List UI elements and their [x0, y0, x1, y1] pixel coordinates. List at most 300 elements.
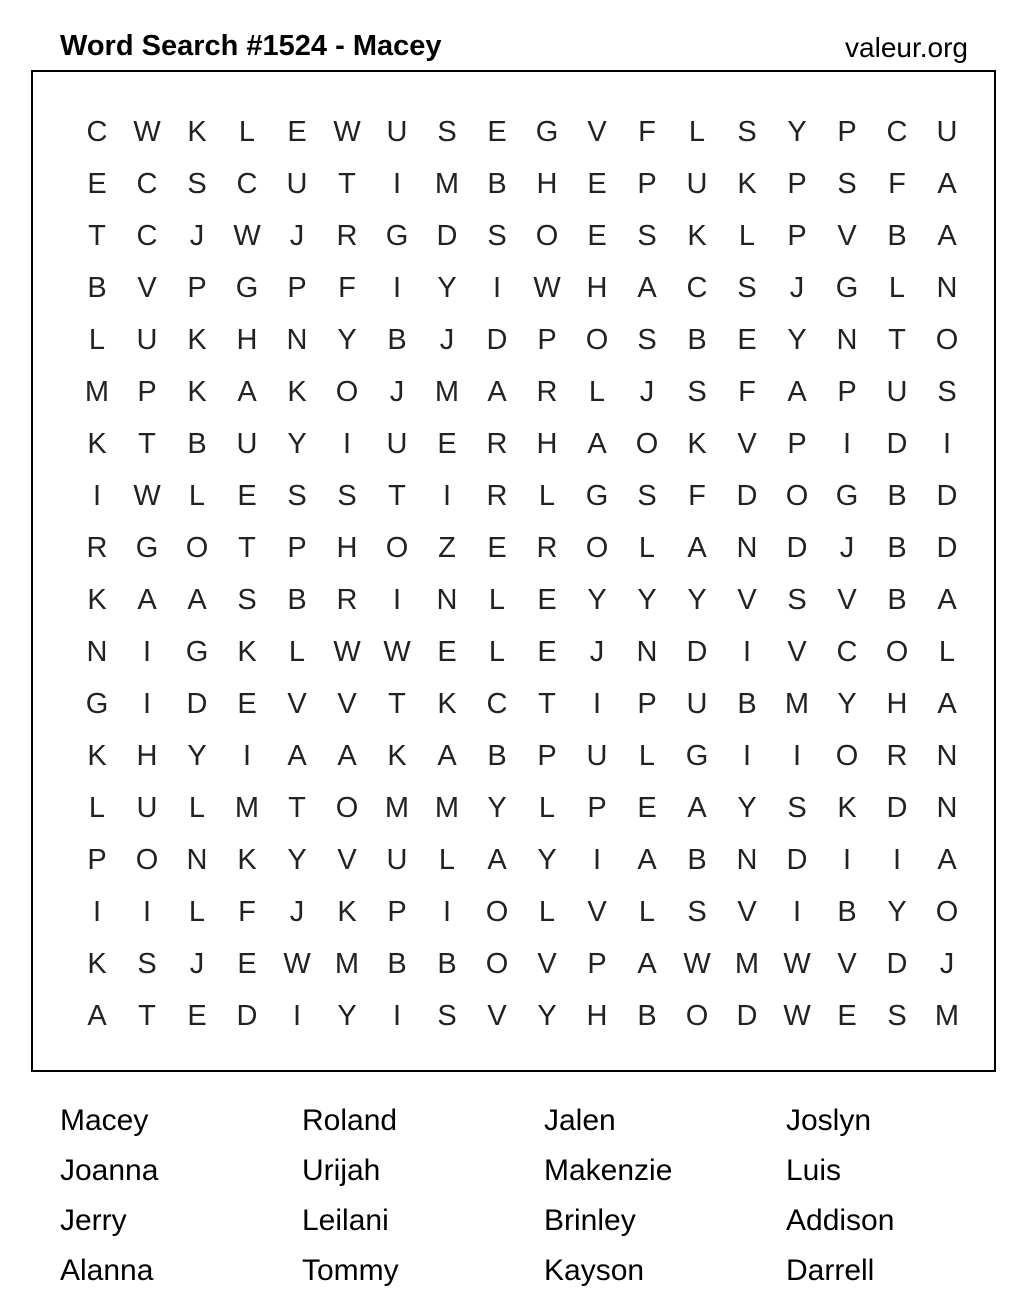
- grid-letter: I: [392, 167, 402, 200]
- grid-letter: W: [133, 479, 161, 512]
- grid-letter: P: [787, 427, 807, 460]
- grid-letter: U: [386, 427, 408, 460]
- grid-letter: O: [585, 323, 609, 356]
- grid-letter: A: [937, 219, 957, 252]
- grid-letter: E: [87, 167, 107, 200]
- grid-letter: E: [487, 531, 507, 564]
- grid-letter: L: [88, 791, 106, 824]
- grid-letter: T: [138, 427, 156, 460]
- grid-letter: N: [436, 583, 458, 616]
- grid-letter: V: [587, 115, 607, 148]
- grid-letter: A: [437, 739, 457, 772]
- grid-letter: O: [335, 791, 359, 824]
- grid-letter: Y: [637, 583, 657, 616]
- grid-letter: O: [685, 999, 709, 1032]
- grid-letter: I: [142, 895, 152, 928]
- grid-letter: N: [936, 739, 958, 772]
- grid-letter: L: [238, 115, 256, 148]
- grid-letter: E: [587, 219, 607, 252]
- grid-letter: L: [88, 323, 106, 356]
- grid-letter: D: [886, 791, 908, 824]
- grid-letter: L: [538, 479, 556, 512]
- grid-letter: D: [886, 427, 908, 460]
- grid-letter: A: [687, 531, 707, 564]
- grid-letter: P: [637, 687, 657, 720]
- grid-letter: D: [186, 687, 208, 720]
- grid-letter: A: [937, 843, 957, 876]
- grid-letter: J: [189, 947, 205, 980]
- grid-letter: B: [887, 219, 907, 252]
- grid-letter: Y: [487, 791, 507, 824]
- grid-letter: H: [536, 427, 558, 460]
- grid-letter: P: [587, 791, 607, 824]
- grid-letter: R: [86, 531, 108, 564]
- grid-letter: D: [236, 999, 258, 1032]
- grid-letter: K: [87, 427, 107, 460]
- grid-letter: A: [337, 739, 357, 772]
- grid-letter: S: [687, 375, 707, 408]
- grid-letter: A: [937, 687, 957, 720]
- grid-letter: K: [87, 739, 107, 772]
- grid-letter: C: [136, 219, 158, 252]
- grid-letter: T: [288, 791, 306, 824]
- grid-letter: B: [687, 843, 707, 876]
- grid-letter: C: [86, 115, 108, 148]
- grid-letter: K: [687, 427, 707, 460]
- word-list-item: Addison: [786, 1204, 895, 1237]
- grid-letter: J: [289, 219, 305, 252]
- grid-letter: S: [737, 115, 757, 148]
- grid-letter: L: [188, 791, 206, 824]
- grid-letter: U: [386, 843, 408, 876]
- grid-letter: V: [137, 271, 157, 304]
- grid-letter: A: [87, 999, 107, 1032]
- grid-letter: P: [787, 167, 807, 200]
- grid-letter: K: [837, 791, 857, 824]
- grid-letter: V: [837, 219, 857, 252]
- grid-letter: E: [537, 583, 557, 616]
- grid-letter: S: [637, 323, 657, 356]
- grid-letter: K: [237, 843, 257, 876]
- grid-letter: K: [187, 115, 207, 148]
- grid-letter: I: [742, 739, 752, 772]
- grid-letter: D: [486, 323, 508, 356]
- word-list: [60, 1096, 1028, 1296]
- grid-letter: D: [736, 479, 758, 512]
- grid-letter: P: [837, 375, 857, 408]
- grid-letter: K: [737, 167, 757, 200]
- grid-letter: V: [337, 687, 357, 720]
- grid-letter: R: [336, 583, 358, 616]
- grid-letter: H: [336, 531, 358, 564]
- grid-letter: V: [537, 947, 557, 980]
- grid-letter: Y: [337, 323, 357, 356]
- grid-letter: B: [887, 531, 907, 564]
- grid-letter: L: [538, 791, 556, 824]
- grid-letter: P: [287, 271, 307, 304]
- grid-letter: U: [686, 167, 708, 200]
- grid-letter: J: [289, 895, 305, 928]
- site-name: valeur.org: [845, 32, 968, 63]
- grid-letter: O: [135, 843, 159, 876]
- grid-letter: S: [637, 479, 657, 512]
- grid-letter: Y: [737, 791, 757, 824]
- grid-letter: Y: [787, 115, 807, 148]
- grid-letter: H: [586, 999, 608, 1032]
- grid-letter: V: [487, 999, 507, 1032]
- grid-letter: U: [886, 375, 908, 408]
- grid-letter: I: [392, 583, 402, 616]
- grid-letter: D: [786, 843, 808, 876]
- grid-letter: B: [737, 687, 757, 720]
- grid-letter: P: [387, 895, 407, 928]
- grid-letter: P: [537, 323, 557, 356]
- grid-letter: T: [388, 479, 406, 512]
- grid-letter: P: [587, 947, 607, 980]
- grid-letter: V: [337, 843, 357, 876]
- grid-letter: K: [287, 375, 307, 408]
- grid-letter: B: [887, 479, 907, 512]
- grid-letter: M: [234, 791, 260, 824]
- grid-letter: Y: [787, 323, 807, 356]
- grid-letter: I: [592, 843, 602, 876]
- grid-letter: O: [585, 531, 609, 564]
- word-list-item: Makenzie: [544, 1154, 673, 1187]
- grid-letter: E: [237, 947, 257, 980]
- grid-letter: J: [189, 219, 205, 252]
- grid-letter: I: [142, 635, 152, 668]
- grid-letter: P: [837, 115, 857, 148]
- grid-letter: K: [187, 323, 207, 356]
- word-list-item: Darrell: [786, 1254, 875, 1287]
- grid-letter: F: [238, 895, 256, 928]
- grid-letter: B: [637, 999, 657, 1032]
- grid-letter: A: [937, 167, 957, 200]
- grid-letter: I: [842, 843, 852, 876]
- grid-letter: T: [138, 999, 156, 1032]
- grid-letter: K: [87, 947, 107, 980]
- grid-letter: S: [887, 999, 907, 1032]
- grid-letter: P: [87, 843, 107, 876]
- grid-letter: Y: [887, 895, 907, 928]
- grid-letter: I: [792, 739, 802, 772]
- grid-letter: R: [536, 531, 558, 564]
- word-list-item: Kayson: [544, 1254, 645, 1287]
- grid-letter: Y: [537, 843, 557, 876]
- grid-letter: U: [136, 791, 158, 824]
- grid-letter: W: [283, 947, 311, 980]
- grid-letter: P: [287, 531, 307, 564]
- grid-letter: S: [487, 219, 507, 252]
- grid-letter: A: [637, 947, 657, 980]
- grid-letter: F: [338, 271, 356, 304]
- grid-letter: Y: [687, 583, 707, 616]
- grid-letter: G: [535, 115, 559, 148]
- grid-letter: H: [536, 167, 558, 200]
- grid-letter: G: [135, 531, 159, 564]
- grid-letter: U: [936, 115, 958, 148]
- grid-letter: P: [137, 375, 157, 408]
- grid-letter: M: [384, 791, 410, 824]
- grid-letter: K: [187, 375, 207, 408]
- grid-letter: A: [637, 271, 657, 304]
- grid-letter: R: [486, 427, 508, 460]
- grid-letter: B: [287, 583, 307, 616]
- grid-letter: G: [385, 219, 409, 252]
- grid-letter: P: [187, 271, 207, 304]
- word-list-item: Macey: [60, 1104, 149, 1137]
- grid-letter: K: [437, 687, 457, 720]
- grid-letter: A: [487, 843, 507, 876]
- grid-letter: G: [685, 739, 709, 772]
- grid-letter: E: [837, 999, 857, 1032]
- grid-letter: W: [333, 115, 361, 148]
- grid-letter: O: [935, 895, 959, 928]
- grid-letter: H: [886, 687, 908, 720]
- grid-letter: Y: [587, 583, 607, 616]
- grid-letter: A: [237, 375, 257, 408]
- grid-letter: T: [338, 167, 356, 200]
- grid-letter: B: [387, 947, 407, 980]
- grid-letter: O: [635, 427, 659, 460]
- grid-letter: N: [936, 271, 958, 304]
- letter-grid-box: [31, 70, 996, 1072]
- grid-letter: S: [687, 895, 707, 928]
- grid-letter: M: [334, 947, 360, 980]
- grid-letter: Y: [337, 999, 357, 1032]
- grid-letter: A: [937, 583, 957, 616]
- grid-letter: E: [487, 115, 507, 148]
- grid-letter: N: [86, 635, 108, 668]
- grid-letter: J: [839, 531, 855, 564]
- grid-letter: I: [292, 999, 302, 1032]
- grid-letter: U: [686, 687, 708, 720]
- grid-letter: C: [686, 271, 708, 304]
- grid-letter: O: [485, 947, 509, 980]
- grid-letter: T: [538, 687, 556, 720]
- grid-letter: F: [638, 115, 656, 148]
- grid-letter: I: [592, 687, 602, 720]
- grid-letter: E: [287, 115, 307, 148]
- grid-letter: I: [92, 895, 102, 928]
- grid-letter: S: [637, 219, 657, 252]
- grid-letter: S: [237, 583, 257, 616]
- grid-letter: D: [786, 531, 808, 564]
- grid-letter: E: [537, 635, 557, 668]
- grid-letter: I: [892, 843, 902, 876]
- grid-letter: W: [233, 219, 261, 252]
- grid-letter: V: [587, 895, 607, 928]
- grid-letter: G: [585, 479, 609, 512]
- grid-letter: E: [637, 791, 657, 824]
- grid-letter: B: [837, 895, 857, 928]
- grid-letter: Z: [438, 531, 456, 564]
- grid-letter: P: [537, 739, 557, 772]
- grid-letter: R: [536, 375, 558, 408]
- grid-letter: S: [787, 583, 807, 616]
- grid-letter: L: [488, 583, 506, 616]
- grid-letter: C: [486, 687, 508, 720]
- grid-letter: G: [835, 479, 859, 512]
- grid-letter: L: [638, 895, 656, 928]
- grid-letter: R: [886, 739, 908, 772]
- grid-letter: A: [187, 583, 207, 616]
- grid-letter: G: [835, 271, 859, 304]
- grid-letter: D: [886, 947, 908, 980]
- grid-letter: N: [736, 843, 758, 876]
- grid-letter: L: [188, 479, 206, 512]
- grid-letter: O: [885, 635, 909, 668]
- grid-letter: U: [236, 427, 258, 460]
- grid-letter: B: [487, 167, 507, 200]
- grid-letter: W: [683, 947, 711, 980]
- grid-letter: D: [436, 219, 458, 252]
- grid-letter: I: [842, 427, 852, 460]
- grid-letter: S: [737, 271, 757, 304]
- grid-letter: Y: [537, 999, 557, 1032]
- grid-letter: B: [887, 583, 907, 616]
- grid-letter: J: [439, 323, 455, 356]
- grid-letter: H: [586, 271, 608, 304]
- grid-letter: L: [638, 739, 656, 772]
- grid-letter: J: [789, 271, 805, 304]
- grid-letter: L: [638, 531, 656, 564]
- grid-letter: M: [934, 999, 960, 1032]
- grid-letter: L: [538, 895, 556, 928]
- word-list-item: Brinley: [544, 1204, 636, 1237]
- grid-letter: O: [535, 219, 559, 252]
- grid-letter: P: [637, 167, 657, 200]
- grid-letter: B: [437, 947, 457, 980]
- grid-letter: E: [587, 167, 607, 200]
- grid-letter: A: [637, 843, 657, 876]
- grid-letter: L: [488, 635, 506, 668]
- word-list-item: Urijah: [302, 1154, 381, 1187]
- grid-letter: D: [936, 531, 958, 564]
- grid-letter: I: [142, 687, 152, 720]
- grid-letter: K: [87, 583, 107, 616]
- grid-letter: L: [888, 271, 906, 304]
- word-list-item: Joanna: [60, 1154, 159, 1187]
- grid-letter: V: [837, 583, 857, 616]
- grid-letter: A: [137, 583, 157, 616]
- grid-letter: U: [136, 323, 158, 356]
- grid-letter: Y: [287, 843, 307, 876]
- grid-letter: L: [188, 895, 206, 928]
- grid-letter: D: [686, 635, 708, 668]
- word-list-item: Roland: [302, 1104, 398, 1137]
- word-list-item: Joslyn: [786, 1104, 872, 1137]
- grid-letter: I: [392, 271, 402, 304]
- grid-letter: U: [586, 739, 608, 772]
- grid-letter: G: [85, 687, 109, 720]
- grid-letter: D: [736, 999, 758, 1032]
- grid-letter: M: [434, 375, 460, 408]
- grid-letter: S: [287, 479, 307, 512]
- grid-letter: I: [742, 635, 752, 668]
- grid-letter: N: [286, 323, 308, 356]
- grid-letter: L: [938, 635, 956, 668]
- grid-letter: J: [389, 375, 405, 408]
- grid-letter: I: [442, 479, 452, 512]
- grid-letter: O: [935, 323, 959, 356]
- grid-letter: I: [242, 739, 252, 772]
- grid-letter: O: [485, 895, 509, 928]
- grid-letter: I: [492, 271, 502, 304]
- grid-letter: M: [434, 791, 460, 824]
- grid-letter: S: [187, 167, 207, 200]
- grid-letter: V: [787, 635, 807, 668]
- grid-letter: O: [385, 531, 409, 564]
- grid-letter: S: [787, 791, 807, 824]
- grid-letter: N: [936, 791, 958, 824]
- word-list-item: Jerry: [60, 1204, 127, 1237]
- grid-letter: I: [442, 895, 452, 928]
- grid-letter: P: [787, 219, 807, 252]
- grid-letter: S: [337, 479, 357, 512]
- grid-letter: V: [737, 895, 757, 928]
- letter-grid: [72, 106, 972, 1042]
- grid-letter: R: [486, 479, 508, 512]
- grid-letter: K: [387, 739, 407, 772]
- grid-letter: M: [434, 167, 460, 200]
- grid-letter: E: [237, 687, 257, 720]
- word-list-item: Luis: [786, 1154, 842, 1187]
- grid-letter: O: [335, 375, 359, 408]
- word-list-item: Jalen: [544, 1104, 616, 1137]
- grid-letter: S: [937, 375, 957, 408]
- grid-letter: I: [92, 479, 102, 512]
- grid-letter: T: [388, 687, 406, 720]
- grid-letter: F: [688, 479, 706, 512]
- grid-letter: E: [437, 427, 457, 460]
- grid-letter: S: [137, 947, 157, 980]
- grid-letter: A: [587, 427, 607, 460]
- grid-letter: H: [236, 323, 258, 356]
- word-list-item: Tommy: [302, 1254, 399, 1287]
- grid-letter: L: [288, 635, 306, 668]
- grid-letter: O: [785, 479, 809, 512]
- grid-letter: S: [837, 167, 857, 200]
- grid-letter: H: [136, 739, 158, 772]
- grid-letter: K: [337, 895, 357, 928]
- grid-letter: V: [287, 687, 307, 720]
- grid-letter: D: [936, 479, 958, 512]
- grid-letter: B: [187, 427, 207, 460]
- grid-letter: E: [737, 323, 757, 356]
- grid-letter: G: [235, 271, 259, 304]
- grid-letter: V: [737, 583, 757, 616]
- grid-letter: W: [383, 635, 411, 668]
- grid-letter: O: [185, 531, 209, 564]
- grid-letter: O: [835, 739, 859, 772]
- grid-letter: V: [837, 947, 857, 980]
- grid-letter: F: [888, 167, 906, 200]
- grid-letter: I: [392, 999, 402, 1032]
- grid-letter: W: [533, 271, 561, 304]
- grid-letter: W: [783, 947, 811, 980]
- grid-letter: I: [342, 427, 352, 460]
- grid-letter: Y: [437, 271, 457, 304]
- grid-letter: A: [287, 739, 307, 772]
- grid-letter: L: [438, 843, 456, 876]
- grid-letter: A: [487, 375, 507, 408]
- grid-letter: T: [88, 219, 106, 252]
- grid-letter: L: [738, 219, 756, 252]
- grid-letter: N: [636, 635, 658, 668]
- grid-letter: W: [333, 635, 361, 668]
- grid-letter: E: [237, 479, 257, 512]
